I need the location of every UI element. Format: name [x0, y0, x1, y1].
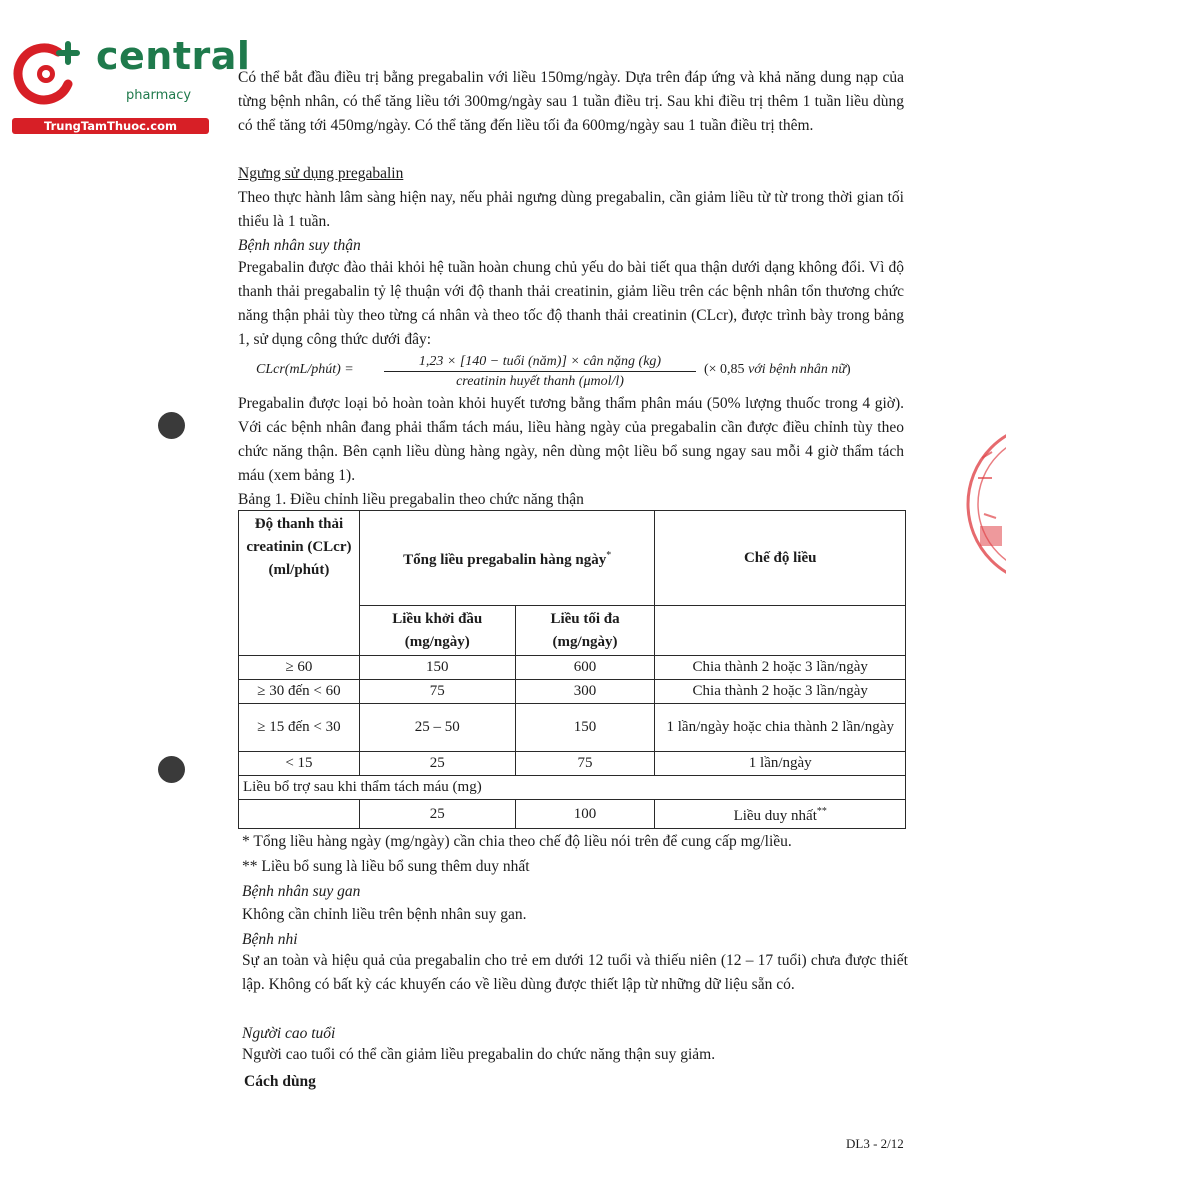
cell-regimen: Chia thành 2 hoặc 3 lần/ngày	[655, 656, 906, 680]
table-row	[239, 680, 906, 704]
cell-regimen-text: Liều duy nhất	[733, 808, 817, 824]
formula-factor-close: )	[846, 362, 851, 377]
renal-dose-table	[238, 510, 906, 829]
cell-regimen: 1 lần/ngày hoặc chia thành 2 lần/ngày	[655, 704, 906, 752]
logo-subtitle: pharmacy	[126, 88, 192, 103]
header-regimen: Chế độ liều	[655, 511, 906, 606]
formula-factor-note: với bệnh nhân nữ	[748, 362, 846, 377]
cell-max: 75	[515, 752, 655, 776]
footnote-1: * Tổng liều hàng ngày (mg/ngày) cần chia theo chế độ liều nói trên để cung cấp mg/liều.	[242, 833, 792, 850]
cell-start: 25	[359, 752, 515, 776]
cell-clcr	[239, 800, 360, 829]
cell-clcr: ≥ 15 đến < 30	[239, 704, 360, 752]
logo-mark-icon	[12, 38, 82, 108]
cell-clcr: ≥ 30 đến < 60	[239, 680, 360, 704]
stop-paragraph: Theo thực hành lâm sàng hiện nay, nếu phải ngưng dùng pregabalin, cần giảm liều từ từ trong thời gian tối thiểu là 1 tuần.	[238, 189, 904, 230]
usage-heading: Cách dùng	[244, 1073, 316, 1090]
stop-heading: Ngưng sử dụng pregabalin	[238, 165, 404, 182]
creatinine-clearance-formula	[256, 352, 896, 394]
cell-regimen-mark: **	[816, 806, 827, 817]
intro-paragraph: Có thể bắt đầu điều trị bằng pregabalin với liều 150mg/ngày. Dựa trên đáp ứng và khả năng dung nạp của từng bệnh nhân, có thể tăng liều tới 300mg/ngày sau 1 tuần điều trị. Sau khi điều trị thêm 1 tuần liều dùng có thể tăng tới 450mg/ngày. Có thể tăng đến liều tối đa 600mg/ngày sau 1 tuần điều trị thêm.	[238, 69, 904, 134]
punch-hole-top	[158, 412, 185, 439]
table-row	[239, 752, 906, 776]
cell-regimen: Chia thành 2 hoặc 3 lần/ngày	[655, 680, 906, 704]
cell-clcr: < 15	[239, 752, 360, 776]
elderly-paragraph: Người cao tuổi có thể cần giảm liều pregabalin do chức năng thận suy giảm.	[242, 1046, 716, 1063]
pediatric-paragraph: Sự an toàn và hiệu quả của pregabalin cho trẻ em dưới 12 tuổi và thiếu niên (12 – 17 tuổi) chưa được thiết lập. Không có bất kỳ các khuyến cáo về liều dùng được thiết lập từ những dữ liệu sẵn có.	[242, 952, 908, 993]
cell-max: 600	[515, 656, 655, 680]
logo-site-link[interactable]: TrungTamThuoc.com	[12, 118, 209, 134]
table-caption: Bảng 1. Điều chỉnh liều pregabalin theo chức năng thận	[238, 491, 584, 508]
header-total-dose-mark: *	[606, 550, 612, 561]
cell-max: 300	[515, 680, 655, 704]
table-row	[239, 800, 906, 829]
header-empty	[655, 606, 906, 656]
elderly-heading: Người cao tuổi	[242, 1025, 336, 1042]
pediatric-heading: Bệnh nhi	[242, 931, 298, 948]
page-number: DL3 - 2/12	[846, 1136, 904, 1151]
punch-hole-bottom	[158, 756, 185, 783]
formula-denominator: creatinin huyết thanh (μmol/l)	[384, 371, 696, 391]
cell-start: 25	[359, 800, 515, 829]
supplement-label: Liều bổ trợ sau khi thẩm tách máu (mg)	[239, 776, 906, 800]
footnote-2: ** Liều bổ sung là liều bổ sung thêm duy nhất	[242, 858, 530, 875]
header-total-dose	[359, 511, 655, 606]
table-supplement-label-row	[239, 776, 906, 800]
formula-fraction	[384, 352, 696, 391]
hepatic-heading: Bệnh nhân suy gan	[242, 883, 361, 900]
header-clcr: Độ thanh thải creatinin (CLcr) (ml/phút)	[239, 511, 360, 656]
cell-start: 150	[359, 656, 515, 680]
cell-clcr: ≥ 60	[239, 656, 360, 680]
formula-female-factor	[704, 362, 851, 378]
cell-regimen	[655, 800, 906, 829]
formula-lhs: CLcr(mL/phút) =	[256, 362, 354, 377]
cell-max: 100	[515, 800, 655, 829]
table-row	[239, 656, 906, 680]
header-max-dose: Liều tối đa (mg/ngày)	[515, 606, 655, 656]
renal-heading: Bệnh nhân suy thận	[238, 237, 361, 254]
table-row	[239, 704, 906, 752]
central-pharmacy-logo[interactable]	[10, 34, 251, 146]
stamp-fragment	[960, 418, 1006, 590]
renal-paragraph: Pregabalin được đào thải khỏi hệ tuần hoàn chung chủ yếu do bài tiết qua thận dưới dạng không đổi. Vì độ thanh thải pregabalin tỷ lệ thuận với độ thanh thải creatinin, giảm liều trên các bệnh nhân tổn thương chức năng thận phải tùy theo từng cá nhân và theo tốc độ thanh thải creatinin (CLcr), được trình bày trong bảng 1, sử dụng công thức dưới đây:	[238, 259, 904, 348]
cell-regimen: 1 lần/ngày	[655, 752, 906, 776]
cell-start: 75	[359, 680, 515, 704]
dialysis-paragraph: Pregabalin được loại bỏ hoàn toàn khỏi huyết tương bằng thẩm phân máu (50% lượng thuốc trong 4 giờ). Với các bệnh nhân đang phải thẩm tách máu, liều hàng ngày của pregabalin cần được điều chỉnh tùy theo chức năng thận. Bên cạnh liều dùng hàng ngày, nên dùng một liều bổ sung ngay sau mỗi 4 giờ thẩm tách máu (xem bảng 1).	[238, 395, 904, 484]
cell-start: 25 – 50	[359, 704, 515, 752]
table-header-row	[239, 511, 906, 606]
logo-brand-name: central	[96, 34, 251, 78]
hepatic-paragraph: Không cần chỉnh liều trên bệnh nhân suy gan.	[242, 906, 527, 923]
cell-max: 150	[515, 704, 655, 752]
header-start-dose: Liều khởi đầu (mg/ngày)	[359, 606, 515, 656]
formula-factor: (× 0,85	[704, 362, 745, 377]
formula-numerator: 1,23 × [140 − tuổi (năm)] × cân nặng (kg)	[418, 354, 662, 369]
header-total-dose-text: Tổng liều pregabalin hàng ngày	[403, 552, 607, 568]
